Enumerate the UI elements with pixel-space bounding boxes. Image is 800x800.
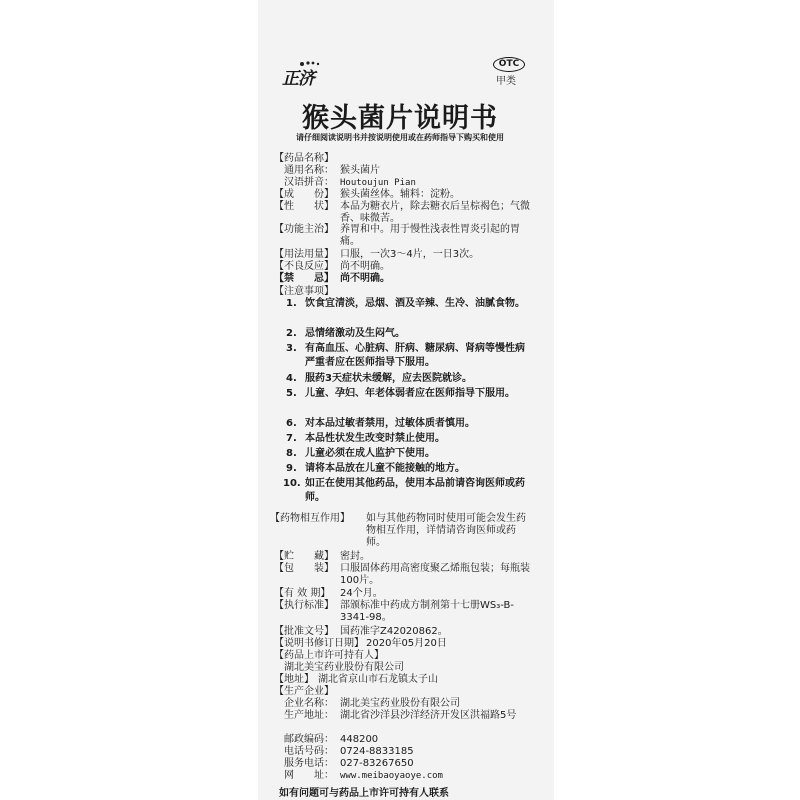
precaution-item: 如正在使用其他药品，使用本品前请咨询医师或药师。	[305, 478, 525, 503]
revision-value: 2020年05月20日	[366, 638, 447, 649]
usage-value: 口服，一次3～4片，一日3次。	[340, 249, 480, 260]
adverse-label: 【不良反应】	[274, 261, 334, 272]
postcode-label: 邮政编码：	[284, 734, 334, 745]
brand-logo	[282, 58, 324, 89]
standard-label: 【执行标准】	[274, 600, 334, 611]
generic-name-value: 猴头菌片	[340, 165, 380, 176]
generic-name-label: 通用名称：	[284, 165, 334, 176]
pinyin-value: Houtoujun Pian	[340, 178, 416, 188]
composition-label: 【成 份】	[274, 189, 334, 200]
precaution-item: 本品性状发生改变时禁止使用。	[305, 433, 445, 444]
section-name-header: 【药品名称】	[274, 153, 334, 164]
precaution-item: 对本品过敏者禁用，过敏体质者慎用。	[305, 418, 475, 429]
package-value: 口服固体药用高密度聚乙烯瓶包装；每瓶装100片。	[340, 563, 530, 586]
indications-value: 养胃和中。用于慢性浅表性胃炎引起的胃痛。	[340, 224, 520, 247]
website-label: 网 址：	[284, 770, 334, 781]
precaution-number: 6.	[286, 418, 297, 429]
contraindications-value: 尚不明确。	[340, 273, 390, 284]
composition-value: 猴头菌丝体。辅料：淀粉。	[340, 189, 460, 200]
storage-label: 【贮 藏】	[274, 551, 334, 562]
otc-badge: OTC	[493, 57, 525, 72]
precaution-item: 儿童、孕妇、年老体弱者应在医师指导下服用。	[305, 388, 515, 399]
holder-header: 【药品上市许可持有人】	[274, 650, 384, 661]
precautions-header: 【注意事项】	[274, 286, 334, 297]
package-label: 【包 装】	[274, 563, 334, 574]
website-value: www.meibaoyaoye.com	[340, 771, 443, 781]
usage-notice: 请仔细阅读说明书并按说明使用或在药师指导下购买和使用	[296, 133, 504, 142]
address-label: 【地址】	[274, 674, 314, 685]
company-value: 湖北美宝药业股份有限公司	[340, 698, 460, 709]
pinyin-label: 汉语拼音：	[284, 177, 334, 188]
precaution-number: 1.	[286, 298, 297, 309]
company-label: 企业名称：	[284, 698, 334, 709]
precaution-item: 请将本品放在儿童不能接触的地方。	[305, 463, 465, 474]
revision-label: 【说明书修订日期】	[274, 638, 364, 649]
logo-text: 正济	[282, 69, 314, 89]
usage-label: 【用法用量】	[274, 249, 334, 260]
interactions-label: 【药物相互作用】	[270, 513, 350, 524]
precaution-item: 服药3天症状未缓解，应去医院就诊。	[305, 373, 472, 384]
prod-address-label: 生产地址：	[284, 710, 334, 721]
document-title: 猴头菌片说明书	[302, 103, 498, 134]
precaution-item: 儿童必须在成人监护下使用。	[305, 448, 435, 459]
contraindications-label: 【禁 忌】	[274, 273, 334, 284]
properties-label: 【性 状】	[274, 201, 334, 212]
holder-value: 湖北美宝药业股份有限公司	[284, 662, 404, 673]
expiry-label: 【有 效 期】	[274, 588, 331, 599]
address-value: 湖北省京山市石龙镇太子山	[318, 674, 438, 685]
otc-class-label: 甲类	[496, 76, 516, 87]
precaution-number: 10.	[283, 478, 301, 489]
precaution-item: 有高血压、心脏病、肝病、糖尿病、肾病等慢性病严重者应在医师指导下服用。	[305, 343, 525, 368]
approval-label: 【批准文号】	[274, 626, 334, 637]
precaution-number: 4.	[286, 373, 297, 384]
precaution-number: 5.	[286, 388, 297, 399]
precaution-number: 3.	[286, 343, 297, 354]
indications-label: 【功能主治】	[274, 224, 334, 235]
precaution-item: 忌情绪激动及生闷气。	[305, 328, 405, 339]
footer-contact-note: 如有问题可与药品上市许可持有人联系	[279, 788, 449, 799]
precaution-number: 2.	[286, 328, 297, 339]
precaution-number: 8.	[286, 448, 297, 459]
manufacturer-header: 【生产企业】	[274, 686, 334, 697]
service-phone-value: 027-83267650	[340, 758, 414, 769]
precaution-number: 7.	[286, 433, 297, 444]
precaution-item: 饮食宜清淡，忌烟、酒及辛辣、生冷、油腻食物。	[305, 298, 525, 309]
adverse-value: 尚不明确。	[340, 261, 390, 272]
precaution-number: 9.	[286, 463, 297, 474]
phone-value: 0724-8833185	[340, 746, 414, 757]
storage-value: 密封。	[340, 551, 370, 562]
prod-address-value: 湖北省沙洋县沙洋经济开发区洪福路5号	[340, 710, 517, 721]
expiry-value: 24个月。	[340, 588, 383, 599]
properties-value: 本品为糖衣片，除去糖衣后呈棕褐色；气微香、味微苦。	[340, 201, 530, 224]
service-phone-label: 服务电话：	[284, 758, 334, 769]
interactions-value: 如与其他药物同时使用可能会发生药物相互作用，详情请咨询医师或药师。	[366, 513, 526, 548]
postcode-value: 448200	[340, 734, 379, 745]
standard-value: 部颁标准中药成方制剂第十七册WS₃-B-3341-98。	[340, 600, 514, 623]
phone-label: 电话号码：	[284, 746, 334, 757]
approval-value: 国药准字Z42020862。	[340, 626, 448, 637]
